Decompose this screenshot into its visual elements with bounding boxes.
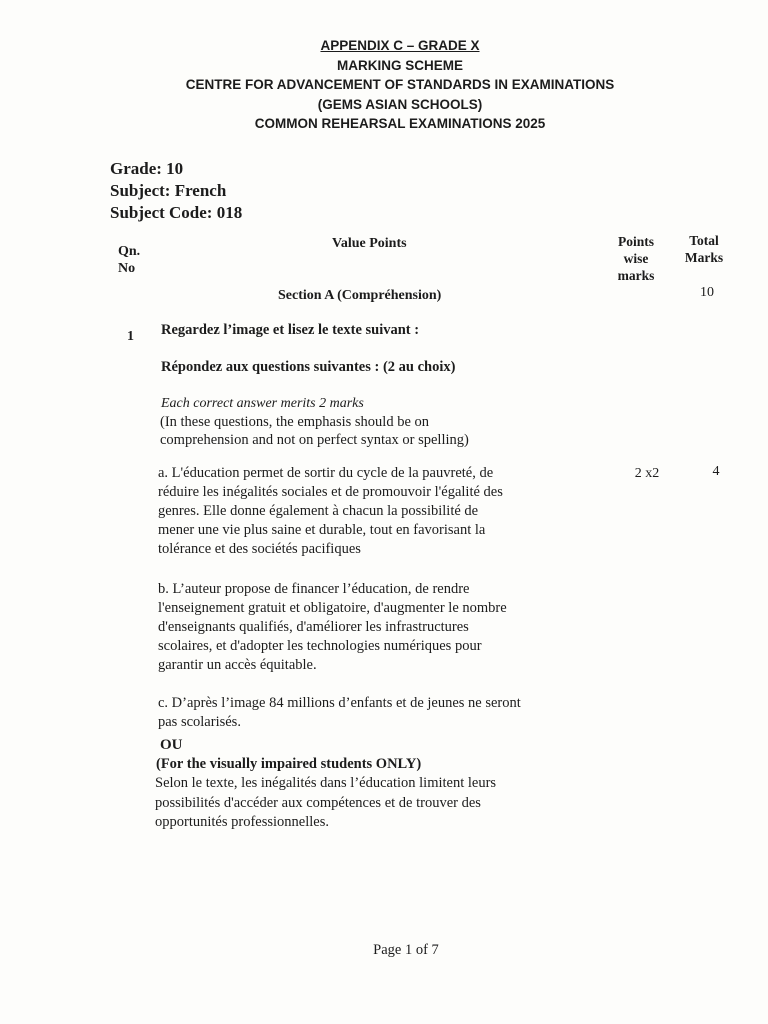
answer-b-line: scolaires, et d'adopter les technologies numériques pour <box>158 638 482 654</box>
points-wise-marks: 2 x2 <box>634 466 660 481</box>
emphasis-note-line: comprehension and not on perfect syntax or spelling) <box>160 432 469 448</box>
exam-title: COMMON REHEARSAL EXAMINATIONS 2025 <box>254 116 546 131</box>
answer-b-line: d'enseignants qualifiés, d'améliorer les infrastructures <box>158 619 469 635</box>
answer-a-line: réduire les inégalités sociales et de promouvoir l'égalité des <box>158 484 503 500</box>
answer-b <box>158 580 598 675</box>
emphasis-note-line: (In these questions, the emphasis should be on <box>160 414 430 430</box>
document-header <box>150 36 650 134</box>
appendix-title: APPENDIX C – GRADE X <box>320 38 480 53</box>
alternative-marker: OU <box>160 737 183 753</box>
answer-a <box>158 464 598 559</box>
page-number: Page 1 of 7 <box>373 942 439 958</box>
question-instruction-1: Regardez l’image et lisez le texte suivant : <box>161 322 420 338</box>
answer-a-line: tolérance et des sociétés pacifiques <box>158 541 361 557</box>
column-total-line1: Total <box>689 233 719 248</box>
question-instruction-2: Répondez aux questions suivantes : (2 au choix) <box>161 359 456 375</box>
answer-b-line: l'enseignement gratuit et obligatoire, d'augmenter le nombre <box>158 600 507 616</box>
marks-note: Each correct answer merits 2 marks <box>161 396 364 411</box>
answer-c <box>158 694 598 732</box>
vi-answer-line: possibilités d'accéder aux compétences et de trouver des <box>155 794 481 811</box>
scheme-title: MARKING SCHEME <box>336 57 463 73</box>
column-total-line2: Marks <box>684 250 724 265</box>
column-points-line1: Points <box>617 234 654 249</box>
column-qn-line2: No <box>118 261 136 276</box>
column-points-line3: marks <box>617 268 655 283</box>
column-header-total-marks <box>676 232 732 266</box>
answer-c-line: pas scolarisés. <box>158 714 241 730</box>
schools-title: (GEMS ASIAN SCHOOLS) <box>317 96 483 112</box>
column-points-line2: wise <box>623 251 649 266</box>
centre-title: CENTRE FOR ADVANCEMENT OF STANDARDS IN EXAMINATIONS <box>185 77 615 92</box>
column-header-qn <box>118 243 140 277</box>
vi-answer-line: Selon le texte, les inégalités dans l’éducation limitent leurs <box>155 775 497 791</box>
section-total-marks: 10 <box>700 285 714 300</box>
question-number: 1 <box>127 329 134 344</box>
column-qn-line1: Qn. <box>118 244 141 259</box>
subject-label: Subject: French <box>110 181 227 200</box>
total-marks: 4 <box>712 464 720 479</box>
column-header-value-points: Value Points <box>332 236 407 251</box>
exam-meta <box>110 158 242 224</box>
visually-impaired-heading: (For the visually impaired students ONLY) <box>156 756 422 772</box>
grade-label: Grade: 10 <box>110 159 184 178</box>
answer-a-line: genres. Elle donne également à chacun la possibilité de <box>158 503 479 519</box>
answer-b-line: b. L’auteur propose de financer l’éducation, de rendre <box>158 581 470 597</box>
answer-a-line: a. L'éducation permet de sortir du cycle de la pauvreté, de <box>158 465 494 481</box>
subject-code-label: Subject Code: 018 <box>110 203 243 222</box>
emphasis-note <box>160 413 580 449</box>
section-title: Section A (Compréhension) <box>278 288 442 303</box>
visually-impaired-answer <box>155 774 605 833</box>
column-header-points-wise <box>600 233 672 284</box>
answer-c-line: c. D’après l’image 84 millions d’enfants et de jeunes ne seront <box>158 695 521 711</box>
vi-answer-line: opportunités professionnelles. <box>155 814 329 830</box>
answer-a-line: mener une vie plus saine et durable, tout en favorisant la <box>158 522 486 538</box>
answer-b-line: garantir un accès équitable. <box>158 657 317 673</box>
